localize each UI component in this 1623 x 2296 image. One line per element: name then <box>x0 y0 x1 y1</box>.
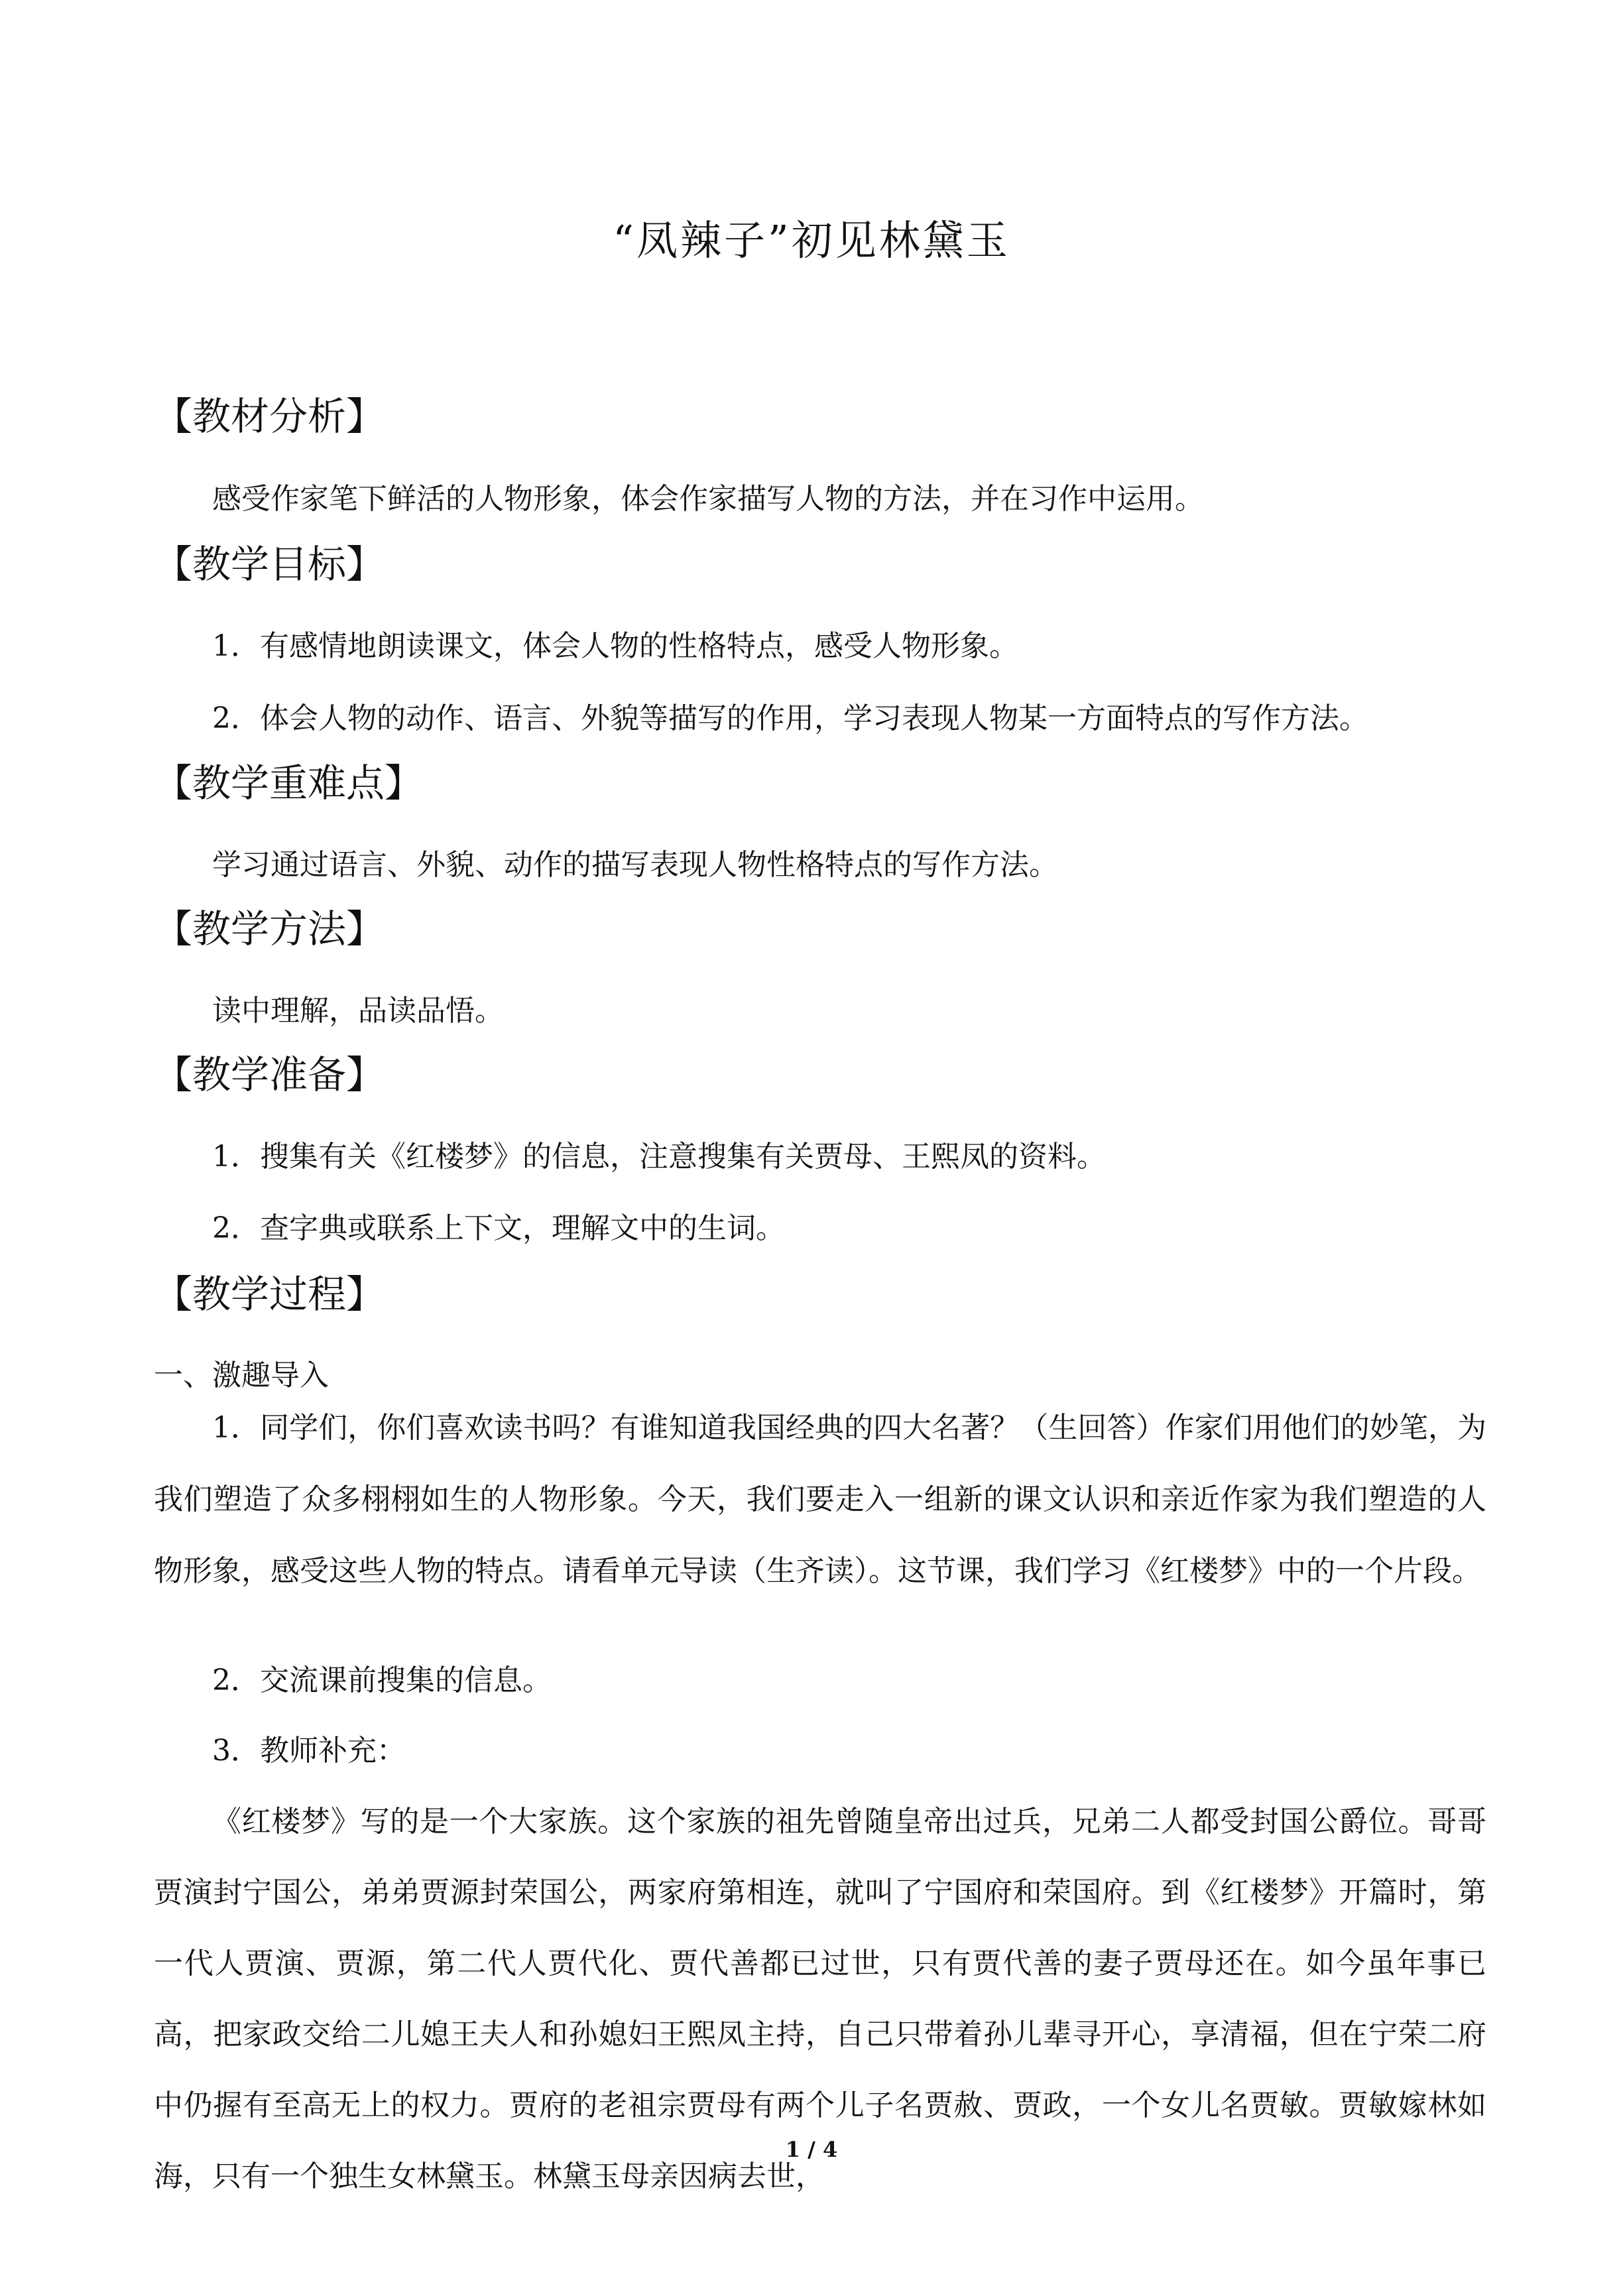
section-heading-teaching-methods: 【教学方法】 <box>154 906 385 951</box>
section-heading-teaching-goals: 【教学目标】 <box>154 542 385 587</box>
section-heading-key-points: 【教学重难点】 <box>154 760 424 806</box>
section-heading-teaching-process: 【教学过程】 <box>154 1272 385 1317</box>
section-heading-teaching-preparation: 【教学准备】 <box>154 1052 385 1097</box>
section-paragraph: 2．体会人物的动作、语言、外貌等描写的作用，学习表现人物某一方面特点的写作方法。 <box>212 701 1368 735</box>
section-paragraph: 读中理解，品读品悟。 <box>212 994 504 1028</box>
process-paragraph-hongloumeng-background: 《红楼梦》写的是一个大家族。这个家族的祖先曾随皇帝出过兵，兄弟二人都受封国公爵位。哥哥贾演封宁国公，弟弟贾源封荣国公，两家府第相连，就叫了宁国府和荣国府。到《红楼梦》开篇时，第一代人贾演、贾源，第二代人贾代化、贾代善都已过世，只有贾代善的妻子贾母还在。如今虽年事已高，把家政交给二儿媳王夫人和孙媳妇王熙凤主持，自己只带着孙儿辈寻开心，享清福，但在宁荣二府中仍握有至高无上的权力。贾府的老祖宗贾母有两个儿子名贾赦、贾政，一个女儿名贾敏。贾敏嫁林如海，只有一个独生女林黛玉。林黛玉母亲因病去世， <box>154 1805 1486 2193</box>
section-paragraph: 2．查字典或联系上下文，理解文中的生词。 <box>212 1211 785 1245</box>
process-paragraph-introduction: 1．同学们，你们喜欢读书吗？有谁知道我国经典的四大名著？（生回答）作家们用他们的妙笔，为我们塑造了众多栩栩如生的人物形象。今天，我们要走入一组新的课文认识和亲近作家为我们塑造的人物形象，感受这些人物的特点。请看单元导读（生齐读）。这节课，我们学习《红楼梦》中的一个片段。 <box>154 1411 1486 1588</box>
section-paragraph: 1．有感情地朗读课文，体会人物的性格特点，感受人物形象。 <box>212 629 1018 663</box>
section-paragraph: 1．搜集有关《红楼梦》的信息，注意搜集有关贾母、王熙凤的资料。 <box>212 1140 1106 1174</box>
process-paragraph-teacher-supplement: 3．教师补充： <box>212 1734 406 1768</box>
document-title: “凤辣子”初见林黛玉 <box>613 216 1010 265</box>
section-subheading: 一、激趣导入 <box>154 1359 329 1392</box>
section-paragraph: 感受作家笔下鲜活的人物形象，体会作家描写人物的方法，并在习作中运用。 <box>212 482 1204 516</box>
process-paragraph-share-info: 2．交流课前搜集的信息。 <box>212 1663 552 1697</box>
section-heading-textbook-analysis: 【教材分析】 <box>154 394 385 439</box>
page-number: 1 / 4 <box>785 2137 838 2162</box>
section-paragraph: 学习通过语言、外貌、动作的描写表现人物性格特点的写作方法。 <box>212 848 1058 882</box>
